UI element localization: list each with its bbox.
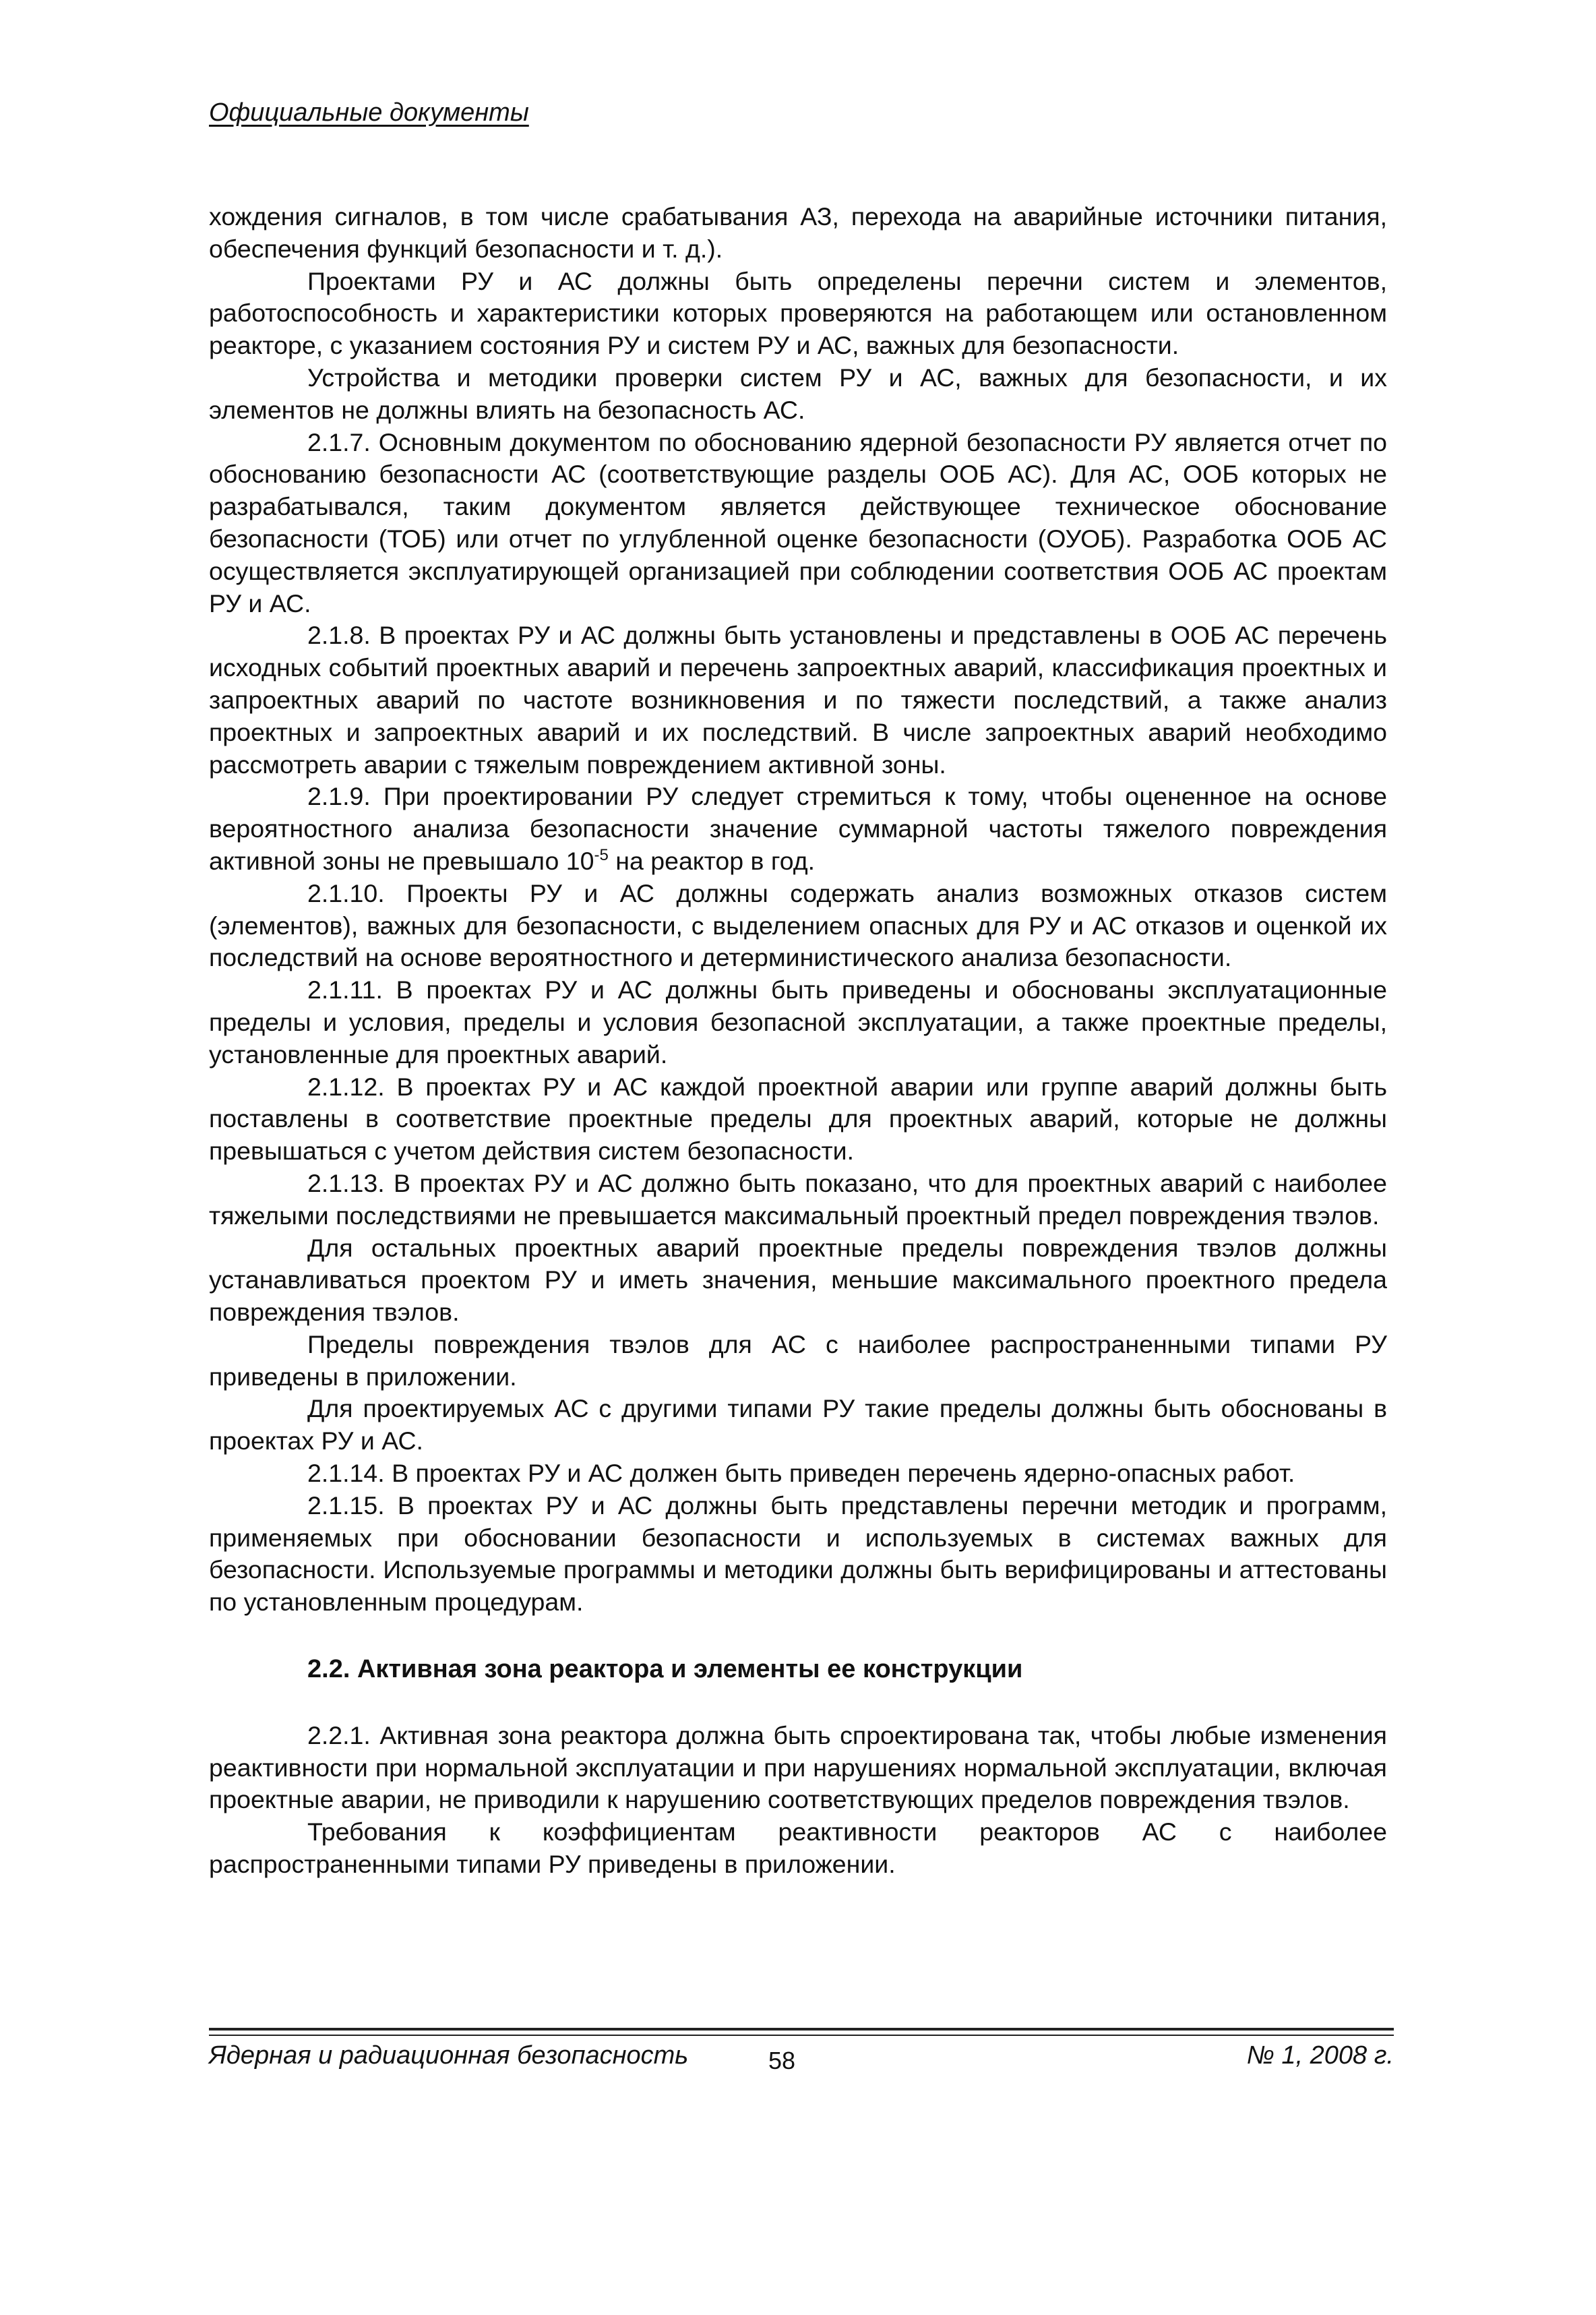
clause-2-1-13: 2.1.13. В проектах РУ и АС должно быть показано, что для проектных аварий с наиболее тяжелыми последствиями не превышается максимальный проектный предел повреждения твэлов. <box>209 1168 1387 1230</box>
paragraph: Пределы повреждения твэлов для АС с наиболее распространенными типами РУ приведены в приложении. <box>209 1329 1387 1391</box>
document-body <box>209 201 1387 1881</box>
clause-2-1-10: 2.1.10. Проекты РУ и АС должны содержать анализ возможных отказов систем (элементов), важных для безопасности, с выделением опасных для РУ и АС отказов и оценкой их последствий на основе вероятностного и детерминистического анализа безопасности. <box>209 878 1387 972</box>
section-heading: 2.2. Активная зона реактора и элементы ее конструкции <box>307 1655 1023 1684</box>
page-footer <box>209 2041 1394 2079</box>
clause-2-1-12: 2.1.12. В проектах РУ и АС каждой проектной аварии или группе аварий должны быть поставлены в соответствие проектные пределы для проектных аварий, которые не должны превышаться с учетом действия систем безопасности. <box>209 1072 1387 1166</box>
paragraph: Устройства и методики проверки систем РУ и АС, важных для безопасности, и их элементов не должны влиять на безопасность АС. <box>209 363 1387 424</box>
paragraph: Проектами РУ и АС должны быть определены перечни систем и элементов, работоспособность и характеристики которых проверяются на работающем или остановленном реакторе, с указанием состояния РУ и систем РУ и АС, важных для безопасности. <box>209 266 1387 360</box>
footer-issue: № 1, 2008 г. <box>1246 2041 1394 2070</box>
footer-journal-title: Ядерная и радиационная безопасность <box>209 2041 689 2070</box>
footer-rule-thin <box>209 2035 1394 2036</box>
clause-2-1-9-text: 2.1.9. При проектировании РУ следует стремиться к тому, чтобы оцененное на основе вероятностного анализа безопасности значение суммарной частоты тяжелого повреждения активной зоны не превышало 10 <box>209 782 1387 875</box>
paragraph: Требования к коэффициентам реактивности реакторов АС с наиболее распространенными типами РУ приведены в приложении. <box>209 1817 1387 1879</box>
clause-2-1-9-tail: на реактор в год. <box>608 846 816 875</box>
page-number: 58 <box>768 2047 796 2074</box>
footer-rule <box>209 2028 1394 2031</box>
clause-2-1-8: 2.1.8. В проектах РУ и АС должны быть установлены и представлены в ООБ АС перечень исходных событий проектных аварий и перечень запроектных аварий, классификация проектных и запроектных аварий по частоте возникновения и по тяжести последствий, а также анализ проектных и запроектных аварий и их последствий. В числе запроектных аварий необходимо рассмотреть аварии с тяжелым повреждением активной зоны. <box>209 621 1387 779</box>
paragraph: Для остальных проектных аварий проектные пределы повреждения твэлов должны устанавливаться проектом РУ и иметь значения, меньшие максимального проектного предела повреждения твэлов. <box>209 1233 1387 1327</box>
clause-2-1-9 <box>209 781 1387 877</box>
clause-2-1-7: 2.1.7. Основным документом по обоснованию ядерной безопасности РУ является отчет по обоснованию безопасности АС (соответствующие разделы ООБ АС). Для АС, ООБ которых не разрабатывался, таким документом является действующее техническое обоснование безопасности (ТОБ) или отчет по углубленной оценке безопасности (ОУОБ). Разработка ООБ АС осуществляется эксплуатирующей организацией при соблюдении соответствия ООБ АС проектам РУ и АС. <box>209 427 1387 618</box>
running-header: Официальные документы <box>209 98 529 127</box>
clause-2-1-15: 2.1.15. В проектах РУ и АС должны быть представлены перечни методик и программ, применяемых при обосновании безопасности и используемых в системах важных для безопасности. Используемые программы и методики должны быть верифицированы и аттестованы по установленным процедурам. <box>209 1491 1387 1617</box>
paragraph-continuation: хождения сигналов, в том числе срабатывания АЗ, перехода на аварийные источники питания, обеспечения функций безопасности и т. д.). <box>209 202 1387 263</box>
paragraph: Для проектируемых АС с другими типами РУ такие пределы должны быть обоснованы в проектах РУ и АС. <box>209 1394 1387 1455</box>
clause-2-2-1: 2.2.1. Активная зона реактора должна быть спроектирована так, чтобы любые изменения реактивности при нормальной эксплуатации и при нарушениях нормальной эксплуатации, включая проектные аварии, не приводили к нарушению соответствующих пределов повреждения твэлов. <box>209 1720 1387 1814</box>
clause-2-1-11: 2.1.11. В проектах РУ и АС должны быть приведены и обоснованы эксплуатационные пределы и условия, пределы и условия безопасной эксплуатации, а также проектные пределы, установленные для проектных аварий. <box>209 975 1387 1069</box>
clause-2-1-14: 2.1.14. В проектах РУ и АС должен быть приведен перечень ядерно-опасных работ. <box>307 1459 1295 1488</box>
exponent: -5 <box>594 845 609 864</box>
